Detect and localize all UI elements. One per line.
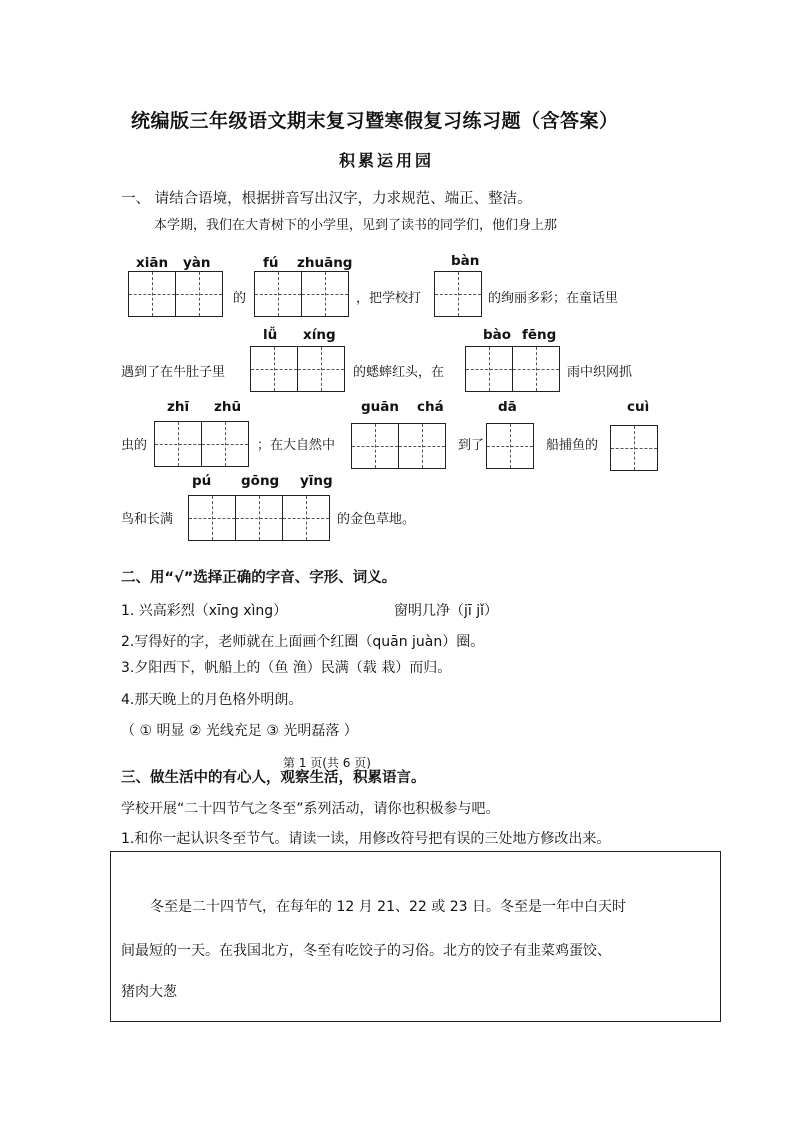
pinyin-cui: cuì (627, 399, 650, 415)
pinyin-bao: bào (483, 327, 512, 343)
document-title: 统编版三年级语文期末复习暨寒假复习练习题（含答案） (131, 110, 619, 132)
question-1a: 1. 兴高彩烈（xīng xìng） (121, 603, 288, 619)
section1-intro: 本学期，我们在大青树下的小学里，见到了读书的同学们，他们身上那 (154, 218, 558, 233)
pinyin-lu: lǚ (263, 327, 278, 343)
section1-heading: 一、 请结合语境，根据拼音写出汉字，力求规范、端正、整洁。 (121, 191, 532, 207)
answer-grid-xianyan[interactable] (128, 271, 223, 317)
text-met: 遇到了在牛肚子里 (121, 365, 226, 380)
pinyin-feng: fēng (522, 327, 557, 343)
answer-grid-baofeng[interactable] (465, 346, 560, 392)
section-subtitle: 积累运用园 (339, 151, 435, 170)
question-4: 4.那天晚上的月色格外明朗。 (121, 692, 303, 708)
passage-line-2: 间最短的一天。在我国北方，冬至有吃饺子的习俗。北方的饺子有韭菜鸡蛋饺、 (121, 943, 611, 959)
section3-intro: 学校开展“二十四节气之冬至”系列活动，请你也积极参与吧。 (121, 801, 500, 817)
answer-grid-fuzhuang[interactable] (254, 271, 349, 317)
question-4-options: （ ① 明显 ② 光线充足 ③ 光明磊落 ） (121, 723, 358, 739)
pinyin-guan: guān (361, 399, 399, 415)
text-boat: 船捕鱼的 (546, 438, 599, 453)
page-number: 第 1 页(共 6 页) (283, 756, 371, 770)
pinyin-xian: xiān (136, 255, 169, 271)
pinyin-fu: fú (263, 255, 279, 271)
passage-box (110, 851, 721, 1022)
pinyin-zhu: zhū (214, 399, 242, 415)
pinyin-ban: bàn (451, 253, 480, 269)
text-bird: 鸟和长满 (121, 512, 174, 527)
pinyin-xing: xíng (303, 327, 336, 343)
pinyin-pu: pú (192, 473, 212, 489)
question-2: 2.写得好的字，老师就在上面画个红圈（quān juàn）圈。 (121, 634, 485, 650)
pinyin-gong: gōng (241, 473, 280, 489)
section3-heading: 三、做生活中的有心人，观察生活，积累语言。 (121, 770, 426, 786)
answer-grid-pugongying[interactable] (188, 495, 330, 541)
pinyin-zhi: zhī (167, 399, 190, 415)
answer-grid-cui[interactable] (610, 425, 658, 471)
text-nature: ；在大自然中 (257, 438, 336, 453)
pinyin-yan: yàn (183, 255, 211, 271)
text-de: 的 (233, 291, 247, 306)
text-insect: 虫的 (121, 438, 148, 453)
answer-grid-zhizhu[interactable] (154, 421, 249, 467)
answer-grid-guancha[interactable] (351, 423, 446, 469)
pinyin-zhuang: zhuāng (297, 255, 353, 271)
text-ba: ，把学校打 (356, 291, 422, 306)
text-arrived: 到了 (458, 438, 485, 453)
answer-grid-ban[interactable] (434, 271, 482, 317)
pinyin-da: dā (498, 399, 517, 415)
text-colorful: 的绚丽多彩；在童话里 (488, 291, 619, 306)
pinyin-ying: yīng (300, 473, 333, 489)
section2-heading: 二、用“√”选择正确的字音、字形、词义。 (121, 570, 397, 586)
passage-line-1: 冬至是二十四节气，在每年的 12 月 21、22 或 23 日。冬至是一年中白天时 (150, 899, 626, 915)
pinyin-cha: chá (417, 399, 444, 415)
text-golden: 的金色草地。 (337, 512, 416, 527)
passage-line-3: 猪肉大葱 (121, 984, 177, 1000)
section3-question-1: 1.和你一起认识冬至节气。请读一读，用修改符号把有误的三处地方修改出来。 (121, 831, 611, 847)
text-cricket: 的蟋蟀红头，在 (353, 365, 445, 380)
answer-grid-luxing[interactable] (250, 346, 345, 392)
answer-grid-da[interactable] (486, 423, 534, 469)
question-1b: 窗明几净（jī jǐ） (394, 603, 499, 619)
text-rain: 雨中织网抓 (567, 365, 633, 380)
question-3: 3.夕阳西下，帆船上的（鱼 渔）民满（载 栽）而归。 (121, 660, 452, 676)
